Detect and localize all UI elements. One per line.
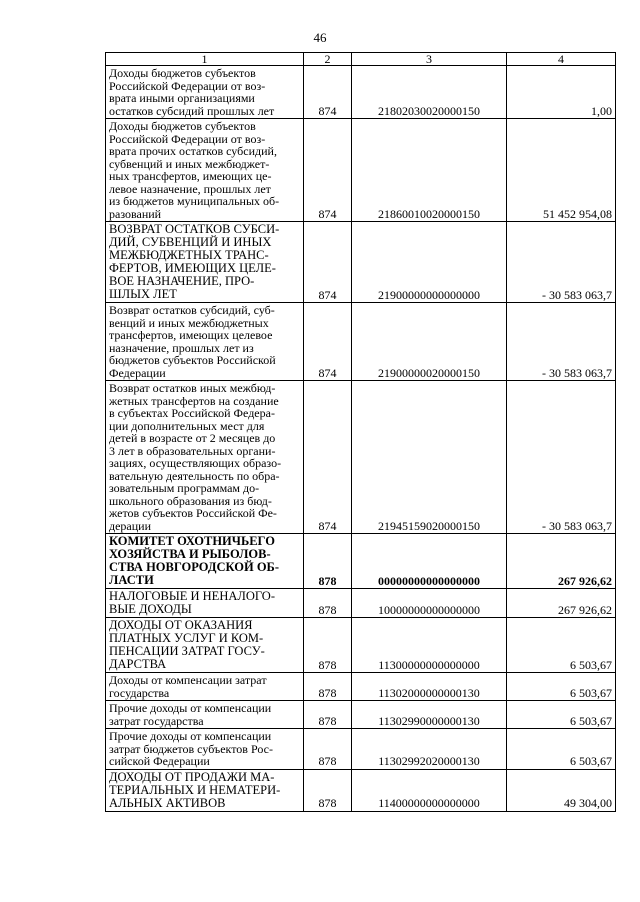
cell-name: Доходы от компенсации затрат государства <box>106 673 304 701</box>
cell-budget-code: 21802030020000150 <box>352 66 507 119</box>
cell-admin-code: 878 <box>304 618 352 673</box>
cell-budget-code: 21900000020000150 <box>352 303 507 381</box>
header-col-2: 2 <box>304 53 352 66</box>
cell-admin-code: 878 <box>304 589 352 618</box>
cell-admin-code: 874 <box>304 303 352 381</box>
cell-name: Возврат остатков субсидий, суб- венций и иных межбюджетных трансфертов, имеющих целевое назначение, прошлых лет из бюджетов субъектов Российской Федерации <box>106 303 304 381</box>
cell-amount: 1,00 <box>507 66 616 119</box>
cell-budget-code: 21900000000000000 <box>352 222 507 303</box>
cell-amount: 6 503,67 <box>507 673 616 701</box>
table-row <box>106 673 616 701</box>
cell-admin-code: 878 <box>304 534 352 589</box>
cell-amount: - 30 583 063,7 <box>507 381 616 534</box>
cell-admin-code: 874 <box>304 222 352 303</box>
cell-admin-code: 878 <box>304 673 352 701</box>
cell-admin-code: 874 <box>304 119 352 222</box>
table-row <box>106 381 616 534</box>
table-row <box>106 222 616 303</box>
table-row <box>106 66 616 119</box>
cell-amount: 6 503,67 <box>507 701 616 729</box>
cell-name: Прочие доходы от компенсации затрат государства <box>106 701 304 729</box>
cell-budget-code: 11302000000000130 <box>352 673 507 701</box>
cell-name: Прочие доходы от компенсации затрат бюджетов субъектов Рос- сийской Федерации <box>106 729 304 770</box>
cell-budget-code: 11300000000000000 <box>352 618 507 673</box>
table-row <box>106 769 616 811</box>
cell-admin-code: 874 <box>304 66 352 119</box>
header-col-1: 1 <box>106 53 304 66</box>
cell-name: Доходы бюджетов субъектов Российской Федерации от воз- врата иными организациями остатков субсидий прошлых лет <box>106 66 304 119</box>
cell-name: ДОХОДЫ ОТ ПРОДАЖИ МА- ТЕРИАЛЬНЫХ И НЕМАТЕРИ- АЛЬНЫХ АКТИВОВ <box>106 769 304 811</box>
cell-name: НАЛОГОВЫЕ И НЕНАЛОГО- ВЫЕ ДОХОДЫ <box>106 589 304 618</box>
cell-name: ДОХОДЫ ОТ ОКАЗАНИЯ ПЛАТНЫХ УСЛУГ И КОМ- ПЕНСАЦИИ ЗАТРАТ ГОСУ- ДАРСТВА <box>106 618 304 673</box>
table-row <box>106 618 616 673</box>
cell-amount: - 30 583 063,7 <box>507 303 616 381</box>
cell-admin-code: 878 <box>304 729 352 770</box>
cell-amount: - 30 583 063,7 <box>507 222 616 303</box>
cell-admin-code: 878 <box>304 701 352 729</box>
table-row <box>106 534 616 589</box>
cell-budget-code: 10000000000000000 <box>352 589 507 618</box>
header-col-3: 3 <box>352 53 507 66</box>
cell-name: ВОЗВРАТ ОСТАТКОВ СУБСИ- ДИЙ, СУБВЕНЦИЙ И ИНЫХ МЕЖБЮДЖЕТНЫХ ТРАНС- ФЕРТОВ, ИМЕЮЩИХ ЦЕЛЕ- ВОЕ НАЗНАЧЕНИЕ, ПРО- ШЛЫХ ЛЕТ <box>106 222 304 303</box>
header-col-4: 4 <box>507 53 616 66</box>
cell-amount: 51 452 954,08 <box>507 119 616 222</box>
cell-amount: 49 304,00 <box>507 769 616 811</box>
table-header-row <box>106 53 616 66</box>
page-number: 46 <box>313 30 327 45</box>
cell-budget-code: 21860010020000150 <box>352 119 507 222</box>
cell-name: Возврат остатков иных межбюд- жетных трансфертов на создание в субъектах Российской Федера- ции дополнительных мест для детей в возрасте от 2 месяцев до 3 лет в образовательных органи- зациях, осуществляющих образо- вательную деятельность по обра- зовательным программам до- школьного образования из бюд- жетов субъектов Российской Фе- дерации <box>106 381 304 534</box>
cell-admin-code: 874 <box>304 381 352 534</box>
cell-budget-code: 11302990000000130 <box>352 701 507 729</box>
revenue-table <box>105 52 616 812</box>
table-body <box>106 66 616 812</box>
cell-amount: 6 503,67 <box>507 618 616 673</box>
cell-budget-code: 21945159020000150 <box>352 381 507 534</box>
cell-budget-code: 00000000000000000 <box>352 534 507 589</box>
cell-name: Доходы бюджетов субъектов Российской Федерации от воз- врата прочих остатков субсидий, субвенций и иных межбюджет- ных трансфертов, имеющих це- левое назначение, прошлых лет из бюджетов муниципальных об- разований <box>106 119 304 222</box>
cell-amount: 267 926,62 <box>507 589 616 618</box>
cell-admin-code: 878 <box>304 769 352 811</box>
cell-amount: 6 503,67 <box>507 729 616 770</box>
table-row <box>106 119 616 222</box>
cell-budget-code: 11302992020000130 <box>352 729 507 770</box>
cell-amount: 267 926,62 <box>507 534 616 589</box>
table-row <box>106 303 616 381</box>
cell-name: КОМИТЕТ ОХОТНИЧЬЕГО ХОЗЯЙСТВА И РЫБОЛОВ- СТВА НОВГОРОДСКОЙ ОБ- ЛАСТИ <box>106 534 304 589</box>
table-row <box>106 589 616 618</box>
table-row <box>106 729 616 770</box>
table-row <box>106 701 616 729</box>
cell-budget-code: 11400000000000000 <box>352 769 507 811</box>
